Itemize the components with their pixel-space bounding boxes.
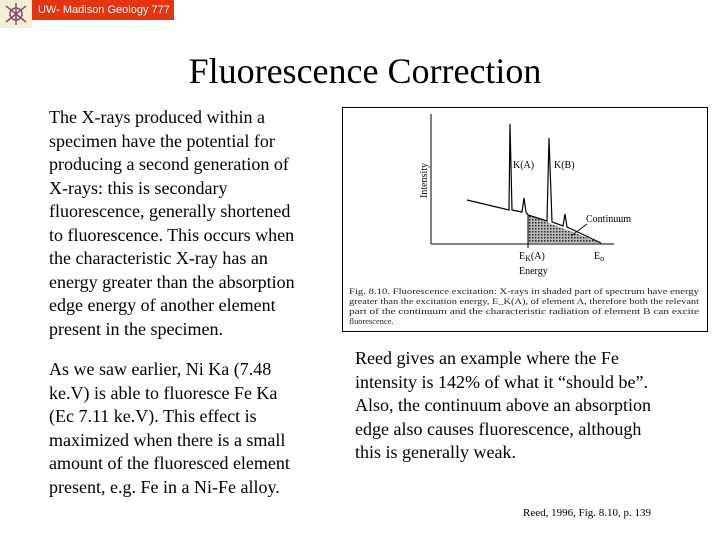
peak-b-label: K(B) [554, 160, 575, 171]
example-paragraph [49, 358, 290, 499]
text-line: to fluorescence. This occurs when [49, 224, 295, 245]
text-line: fluorescence, generally shortened [49, 201, 291, 221]
text-line: producing a second generation of [49, 154, 289, 174]
text-line: amount of the fluoresced element [49, 453, 290, 473]
citation: Reed, 1996, Fig. 8.10, p. 139 [523, 507, 652, 519]
text-line: present, e.g. Fe in a Ni-Fe alloy. [49, 476, 280, 497]
text-line: present in the specimen. [49, 318, 223, 339]
e0-label: $E_o$ [594, 251, 605, 263]
edge-label: $E_K(A)$ [519, 251, 545, 263]
x-axis-label: Energy [519, 266, 548, 277]
text-line: As we saw earlier, Ni Ka (7.48 [49, 359, 272, 379]
text-line: specimen have the potential for [49, 130, 275, 151]
text-line: this is generally weak. [355, 442, 516, 462]
caption-line: fluorescence. [349, 317, 394, 326]
text-line: edge also causes fluorescence, although [355, 418, 642, 439]
text-line: intensity is 142% of what it “should be”. [355, 371, 648, 392]
text-line: ke.V) is able to fluoresce Fe Ka [49, 382, 278, 403]
y-axis-label: Intensity [419, 163, 430, 198]
text-line: The X-rays produced within a [49, 107, 265, 127]
slide-title: Fluorescence Correction [188, 51, 542, 91]
text-line: the characteristic X-ray has an [49, 248, 268, 268]
text-line: energy greater than the absorption [49, 271, 295, 292]
text-line: X-rays: this is secondary [49, 177, 228, 198]
caption-line: greater than the excitation energy, E_K(A), of element A, therefore both the relevant [349, 297, 700, 306]
caption-line: Fig. 8.10. Fluorescence excitation: X-rays in shaded part of spectrum have energy [349, 287, 701, 296]
text-line: edge energy of another element [49, 295, 276, 315]
text-line: (Ec 7.11 ke.V). This effect is [49, 406, 257, 426]
uw-crest-logo [0, 0, 32, 28]
reed-paragraph [355, 347, 651, 465]
continuum-label: Continuum [586, 214, 632, 225]
peak-a-label: K(A) [513, 160, 535, 171]
intro-paragraph [49, 106, 295, 341]
course-banner: UW- Madison Geology 777 [32, 0, 174, 20]
caption-line: part of the continuum and the characteristic radiation of element B can excite [349, 307, 700, 316]
text-line: Also, the continuum above an absorption [355, 395, 651, 415]
fluorescence-figure [342, 107, 708, 332]
text-line: Reed gives an example where the Fe [355, 348, 619, 368]
text-line: maximized when there is a small [49, 429, 286, 450]
